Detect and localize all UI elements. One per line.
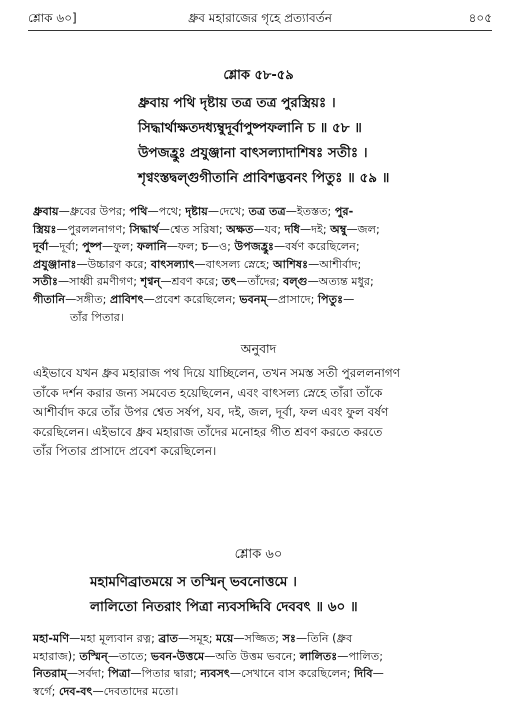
sanskrit-word: আশিষঃ	[273, 257, 309, 271]
sanskrit-word: বল্গু	[283, 275, 308, 289]
sanskrit-word: ফলানি	[137, 240, 167, 254]
synonym-line	[33, 309, 485, 327]
sanskrit-word: অম্বু	[330, 222, 347, 236]
verse-line: লালিতো নিতরাং পিত্রা ন্যবসদ্দিবি দেববৎ ॥ ৬০ ॥	[90, 599, 358, 615]
translation-text	[33, 364, 485, 462]
word-meaning: —যব;	[253, 222, 285, 236]
sanskrit-word: পিত্রা	[108, 667, 131, 681]
word-meaning: —তাঁদের;	[236, 275, 284, 289]
sanskrit-word: ময়ে	[216, 632, 234, 645]
word-meaning: —সাধ্বী রমণীগণ;	[57, 275, 141, 289]
word-meaning: স্বর্গে;	[33, 684, 59, 698]
word-meaning: —	[372, 667, 384, 681]
word-meaning: —মহা মূল্যবান রত্ন;	[69, 632, 159, 645]
synonym-line	[33, 273, 485, 291]
synonym-line	[33, 238, 485, 256]
verse-line: উপজহ্রুঃ প্রযুঞ্জানা বাৎসল্যাদাশিষঃ সতীঃ ।	[138, 145, 368, 161]
sanskrit-word: ভবনম্	[239, 292, 267, 306]
word-meaning: —দই;	[299, 222, 331, 236]
word-meaning: —তিনি (ধ্রুব	[295, 632, 353, 645]
synonym-line	[33, 665, 485, 683]
word-meaning: —সঙ্গীত;	[65, 292, 110, 306]
sanskrit-word: দধি	[284, 222, 300, 236]
sanskrit-word: দিবি	[354, 667, 373, 681]
synonyms-58-59	[33, 203, 485, 326]
sanskrit-word: পিতুঃ	[317, 292, 344, 306]
sanskrit-word: সতীঃ	[33, 275, 58, 289]
word-meaning: —পিতার দ্বারা;	[130, 667, 201, 681]
sanskrit-word: তৎ	[222, 275, 237, 289]
sanskrit-word: স্ত্রিয়ঃ	[33, 222, 57, 236]
word-meaning: —উচ্চারণ করে;	[76, 257, 151, 271]
word-meaning: —পুরললনাগণ;	[56, 222, 130, 236]
translation-line: করেছিলেন। এইভাবে ধ্রুব মহারাজ তাঁদের মনোহর গীত শ্রবণ করতে করতে	[33, 424, 383, 439]
sanskrit-word: প্রাবিশৎ	[109, 292, 144, 306]
word-meaning: —ধ্রুবের উপর;	[58, 205, 130, 218]
translation-line: তাঁকে দর্শন করার জন্য সমবেত হয়েছিলেন, এবং বাৎসল্য স্নেহে তাঁরা তাঁকে	[33, 385, 383, 400]
word-meaning: —আশীর্বাদ;	[308, 257, 362, 271]
sanskrit-word: প্রযুঞ্জানাঃ	[33, 257, 77, 271]
header-page-number: ৪০৫	[468, 11, 492, 25]
sanskrit-word: সিদ্ধার্থ	[129, 222, 159, 236]
verse-line: মহামণিব্রাতময়ে স তস্মিন্ ভবনোত্তমে ।	[90, 574, 297, 590]
word-meaning: —ও;	[207, 240, 235, 254]
sanskrit-word: মহা-মণি	[33, 632, 70, 645]
sanskrit-word: সঃ	[282, 632, 296, 645]
word-meaning: —জল;	[346, 222, 380, 236]
word-meaning: —ফুল;	[102, 240, 138, 254]
word-meaning: —	[343, 292, 355, 306]
header-verse-ref: শ্লোক ৬০]	[28, 11, 77, 25]
word-meaning: —সেখানে বাস করেছিলেন;	[229, 667, 355, 681]
sanskrit-word: উপজহ্রুঃ	[234, 240, 274, 254]
sanskrit-word: তস্মিন্	[79, 649, 108, 663]
verse-line: সিদ্ধার্থাক্ষতদধ্যম্বুদূর্বাপুষ্পফলানি চ ॥ ৫৮ ॥	[138, 120, 362, 136]
sanskrit-word: অক্ষত	[226, 222, 254, 236]
word-meaning: —প্রবেশ করেছিলেন;	[143, 292, 240, 306]
verse-line: ধ্রুবায় পথি দৃষ্টায় তত্র তত্র পুরস্ত্রিয়ঃ ।	[138, 95, 336, 111]
word-meaning: —ইতস্তত;	[285, 205, 335, 218]
word-meaning: —সর্বদা;	[66, 667, 109, 681]
sanskrit-word: দৃষ্টায়	[185, 205, 208, 218]
sanskrit-word: ব্রাত	[158, 632, 179, 645]
sanskrit-word: নিতরাম্	[33, 667, 67, 681]
synonym-line	[33, 221, 485, 239]
page-header	[28, 8, 492, 28]
synonym-line	[33, 256, 485, 274]
sanskrit-word: দেব-বৎ	[58, 684, 93, 698]
sanskrit-word: পুর-	[334, 205, 354, 218]
header-rule	[28, 30, 492, 31]
verse-title-58-59: শ্লোক ৫৮-৫৯	[223, 68, 294, 83]
translation-heading: অনুবাদ	[240, 341, 277, 356]
sanskrit-word: বাৎসল্যাৎ	[150, 257, 195, 271]
translation-line: তাঁর পিতার প্রাসাদে প্রবেশ করেছিলেন।	[33, 444, 217, 458]
word-meaning: —তাতে;	[107, 649, 151, 663]
sanskrit-word: গীতানি	[33, 292, 66, 306]
synonym-line	[33, 203, 485, 221]
word-meaning: —দূর্বা;	[48, 240, 83, 254]
sanskrit-word: ধ্রুবায়	[33, 205, 59, 218]
word-meaning: —সমূহ;	[178, 632, 217, 645]
word-meaning: তাঁর পিতার।	[70, 310, 124, 324]
verse-title-60: শ্লোক ৬০	[234, 547, 283, 562]
sanskrit-word: ভবন-উত্তমে	[150, 649, 205, 663]
sanskrit-word: পুষ্প	[82, 240, 103, 254]
word-meaning: —অতি উত্তম ভবনে;	[204, 649, 300, 663]
synonym-line	[33, 648, 485, 666]
synonym-line	[33, 630, 485, 648]
sanskrit-word: তত্র তত্র	[248, 205, 286, 218]
verse-line: শৃণ্বংস্তদ্বল্গুগীতানি প্রাবিশদ্ভবনং পিতুঃ ॥ ৫৯ ॥	[138, 170, 390, 186]
translation-line: আশীর্বাদ করে তাঁর উপর শ্বেত সর্ষপ, যব, দই, জল, দূর্বা, ফল এবং ফুল বর্ষণ	[33, 405, 389, 419]
sanskrit-word: লালিতঃ	[299, 649, 338, 663]
word-meaning: —বর্ষণ করেছিলেন;	[273, 240, 360, 254]
word-meaning: —পথে;	[147, 205, 186, 218]
translation-line: এইভাবে যখন ধ্রুব মহারাজ পথ দিয়ে যাচ্ছিলেন, তখন সমস্ত সতী পুরললনাগণ	[33, 366, 401, 380]
sanskrit-word: দূর্বা	[33, 240, 49, 254]
word-meaning: —ফল;	[166, 240, 202, 254]
word-meaning: —শ্বেত সরিষা;	[158, 222, 227, 236]
synonym-line	[33, 683, 485, 701]
sanskrit-word: শৃণ্বন্	[140, 275, 161, 289]
sanskrit-word: পথি	[129, 205, 148, 218]
synonyms-60	[33, 630, 485, 700]
word-meaning: —দেখে;	[207, 205, 249, 218]
header-chapter-title: ধ্রুব মহারাজের গৃহে প্রত্যাবর্তন	[188, 11, 332, 25]
sanskrit-word: ন্যবসৎ	[200, 667, 230, 681]
word-meaning: —পালিত;	[337, 649, 384, 663]
word-meaning: —শ্রবণ করে;	[160, 275, 223, 289]
word-meaning: —বাৎসল্য স্নেহে;	[194, 257, 274, 271]
synonym-line	[33, 291, 485, 309]
word-meaning: মহারাজ);	[33, 649, 80, 663]
sanskrit-word: চ	[201, 240, 208, 254]
word-meaning: —অত্যন্ত মধুর;	[307, 275, 374, 289]
word-meaning: —সজ্জিত;	[233, 632, 283, 645]
word-meaning: —দেবতাদের মতো।	[92, 684, 179, 698]
word-meaning: —প্রাসাদে;	[266, 292, 318, 306]
